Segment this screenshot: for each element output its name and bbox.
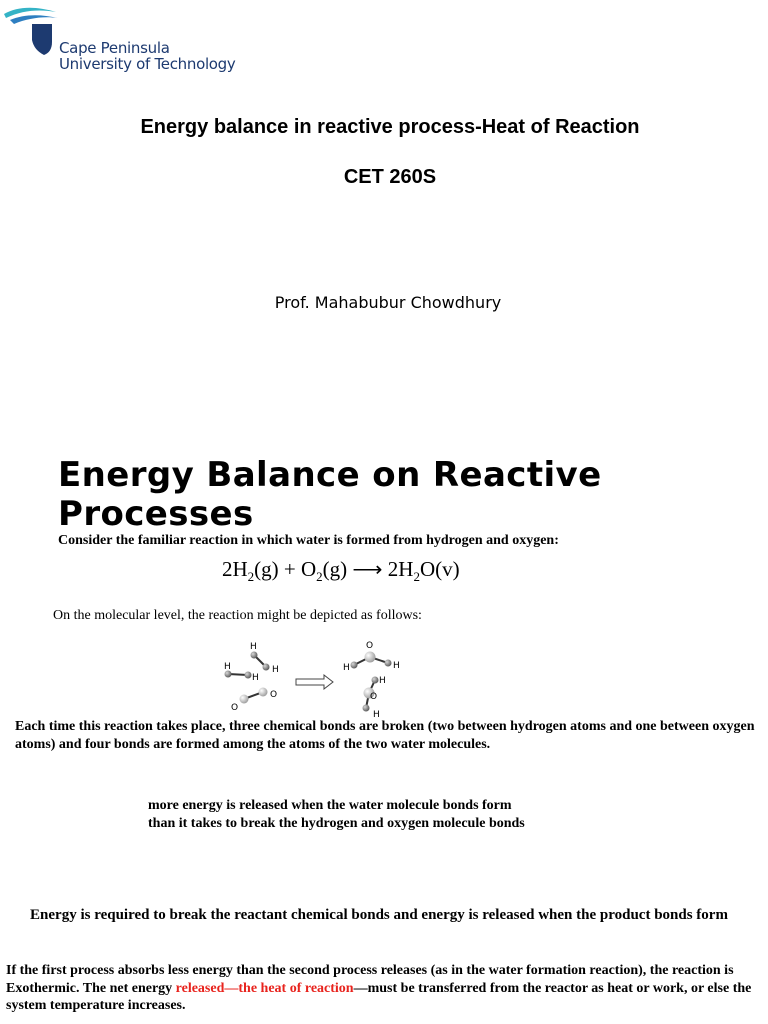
o2-molecule	[231, 688, 277, 714]
eq-sub1: 2	[247, 569, 255, 585]
energy-note-line-1: more energy is released when the water molecule bonds form	[148, 798, 512, 813]
eq-sub3: 2	[413, 569, 420, 585]
slide-heading: Energy Balance on Reactive Processes	[58, 455, 602, 534]
water-molecule-1	[343, 641, 400, 673]
svg-text:H: H	[224, 662, 231, 672]
logo-line-2: University of Technology	[59, 55, 236, 73]
logo-wave-mid-icon	[10, 15, 58, 24]
energy-required-statement: Energy is required to break the reactant chemical bonds and energy is released when the product bonds form	[30, 907, 728, 923]
molecular-text: On the molecular level, the reaction might be depicted as follows:	[53, 608, 422, 623]
logo-text	[59, 40, 235, 72]
exothermic-text-1: If the first process absorbs less energy than the second process releases (as in the water formation reaction), the reaction is Exothermic. The net energy	[6, 963, 734, 996]
h2-molecule-2	[224, 662, 259, 683]
cover-title: Energy balance in reactive process-Heat of Reaction	[140, 116, 640, 138]
svg-text:O: O	[231, 703, 239, 713]
consider-text: Consider the familiar reaction in which water is formed from hydrogen and oxygen:	[58, 533, 559, 548]
eq-sub2: 2	[316, 569, 323, 585]
svg-text:O: O	[370, 692, 378, 702]
svg-text:H: H	[343, 663, 350, 673]
logo-shield-icon	[32, 24, 52, 55]
eq-state2: (g) ⟶ 2H	[322, 557, 414, 581]
exothermic-explanation	[6, 962, 758, 1015]
svg-text:H: H	[379, 676, 386, 686]
exothermic-text-2: —must be transferred from the reactor as heat or work, or else the system temperature increases.	[6, 980, 752, 1013]
svg-text:H: H	[373, 710, 380, 720]
energy-note	[148, 797, 525, 833]
eq-lhs1: 2H	[222, 557, 248, 581]
logo-line-1: Cape Peninsula	[59, 39, 170, 57]
author-name: Prof. Mahabubur Chowdhury	[274, 293, 502, 312]
svg-text:H: H	[252, 673, 259, 683]
eq-state3: O(v)	[419, 557, 460, 581]
water-molecule-2	[363, 676, 386, 720]
svg-text:H: H	[393, 661, 400, 671]
svg-text:O: O	[270, 690, 278, 700]
energy-note-line-2: than it takes to break the hydrogen and oxygen molecule bonds	[148, 816, 525, 831]
bonds-explanation: Each time this reaction takes place, three chemical bonds are broken (two between hydrogen atoms and one between oxygen atoms) and four bonds are formed among the atoms of the two water molecules.	[15, 719, 755, 752]
svg-text:H: H	[272, 665, 279, 675]
svg-text:O: O	[366, 641, 374, 651]
svg-text:H: H	[250, 642, 257, 652]
molecule-diagram	[216, 636, 416, 720]
h2-molecule-1	[250, 642, 279, 675]
eq-state1: (g) + O	[254, 557, 317, 581]
heat-of-reaction-highlight: released—the heat of reaction	[175, 980, 354, 996]
reaction-equation	[222, 557, 460, 585]
course-code: CET 260S	[343, 166, 437, 188]
reaction-arrow-icon	[296, 675, 333, 689]
